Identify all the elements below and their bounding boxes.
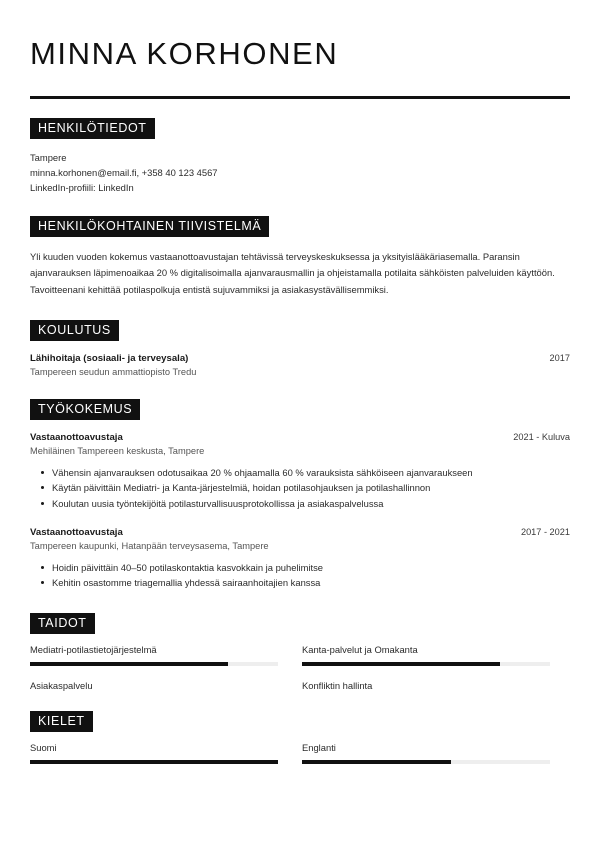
section-heading-skills: TAIDOT — [30, 613, 95, 634]
experience-entry-header — [30, 432, 570, 443]
experience-bullet-list — [30, 465, 570, 512]
section-summary — [30, 216, 570, 298]
skill-label: Asiakaspalvelu — [30, 679, 93, 691]
section-education — [30, 320, 570, 377]
language-label: Suomi — [30, 741, 57, 753]
language-label: Englanti — [302, 741, 336, 753]
contact-location: Tampere — [30, 151, 67, 163]
education-entry-header — [30, 353, 570, 364]
skill-label: Mediatri-potilastietojärjestelmä — [30, 643, 157, 655]
experience-date: 2017 - 2021 — [520, 526, 570, 537]
skill-label: Kanta-palvelut ja Omakanta — [302, 643, 418, 655]
experience-bullet-list — [30, 560, 570, 591]
language-level-fill — [30, 760, 278, 764]
experience-employer: Tampereen kaupunki, Hatanpään terveysasema, Tampere — [30, 540, 269, 551]
experience-employer: Mehiläinen Tampereen keskusta, Tampere — [30, 445, 205, 456]
languages-grid — [30, 742, 570, 764]
contact-linkedin[interactable]: LinkedIn-profiili: LinkedIn — [30, 182, 134, 194]
language-level-track — [30, 760, 278, 764]
skill-level-fill — [30, 662, 228, 666]
section-contact — [30, 118, 570, 196]
skill-item — [30, 680, 278, 698]
section-skills — [30, 613, 570, 698]
list-item: Koulutan uusia työntekijöitä potilasturvallisuusprotokollissa ja asiakaspalvelussa — [52, 496, 570, 512]
section-heading-education: KOULUTUS — [30, 320, 119, 341]
section-heading-experience: TYÖKOKEMUS — [30, 399, 140, 420]
header-divider — [30, 96, 570, 99]
section-heading-summary: HENKILÖKOHTAINEN TIIVISTELMÄ — [30, 216, 269, 237]
contact-email-phone: minna.korhonen@email.fi, +358 40 123 4567 — [30, 166, 218, 178]
skill-item — [30, 644, 278, 666]
list-item: Kehitin osastomme triagemallia yhdessä sairaanhoitajien kanssa — [52, 575, 570, 591]
list-item: Vähensin ajanvarauksen odotusaikaa 20 % ohjaamalla 60 % varauksista sähköiseen ajanvaraukseen — [52, 465, 570, 481]
section-heading-contact: HENKILÖTIEDOT — [30, 118, 155, 139]
education-degree: Lähihoitaja (sosiaali- ja terveysala) — [30, 352, 189, 364]
section-experience — [30, 399, 570, 591]
experience-job-title: Vastaanottoavustaja — [30, 526, 123, 538]
page-title: MINNA KORHONEN — [30, 36, 339, 71]
experience-entry — [30, 527, 570, 591]
skill-item — [302, 644, 550, 666]
skill-item — [302, 680, 550, 698]
education-entry — [30, 353, 570, 377]
language-item — [30, 742, 278, 764]
language-item — [302, 742, 550, 764]
experience-date: 2021 - Kuluva — [513, 431, 570, 442]
language-level-track — [302, 760, 550, 764]
experience-entry — [30, 432, 570, 512]
skill-level-track — [302, 662, 550, 666]
summary-text: Yli kuuden vuoden kokemus vastaanottoavustajan tehtävissä terveyskeskuksessa ja yksityislääkäriasemalla. Paransin ajanvarauksen läpimenoaikaa 20 % digitalisoimalla ajanvarausmallin ja ohjeistamalla potilaita sähköisten palveluiden käyttöön. Tavoitteenani kehittää potilaspolkuja entistä sujuvammiksi ja asiakasystävällisemmiksi. — [30, 251, 555, 295]
skills-grid — [30, 644, 570, 698]
experience-entry-header — [30, 527, 570, 538]
language-level-fill — [302, 760, 451, 764]
education-date: 2017 — [549, 352, 570, 363]
list-item: Hoidin päivittäin 40–50 potilaskontaktia kasvokkain ja puhelimitse — [52, 560, 570, 576]
education-institution: Tampereen seudun ammattiopisto Tredu — [30, 366, 197, 377]
skill-level-track — [30, 662, 278, 666]
section-languages — [30, 711, 570, 764]
skill-label: Konfliktin hallinta — [302, 679, 373, 691]
section-heading-languages: KIELET — [30, 711, 93, 732]
skills-row-spacer — [30, 666, 574, 680]
header — [30, 0, 570, 99]
experience-job-title: Vastaanottoavustaja — [30, 431, 123, 443]
skill-level-fill — [302, 662, 500, 666]
contact-details — [30, 150, 570, 196]
list-item: Käytän päivittäin Mediatri- ja Kanta-järjestelmiä, hoidan potilasohjauksen ja potilashallinnon — [52, 480, 570, 496]
